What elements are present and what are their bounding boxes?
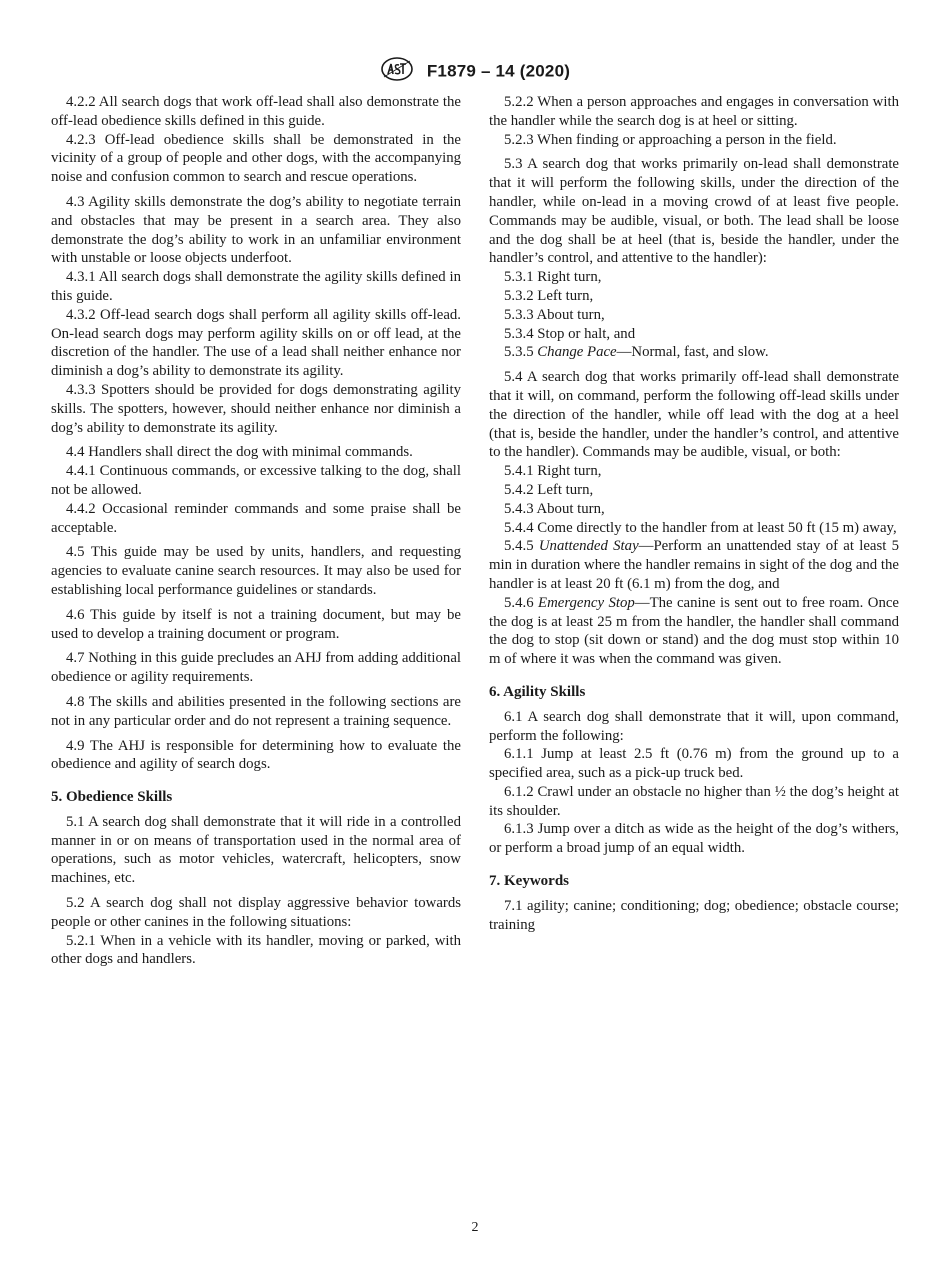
paragraph-4-3: 4.3 Agility skills demonstrate the dog’s ability to negotiate terrain and obstacles that may be present in a search area. They also demonstrate the dog’s ability to work in an unfamiliar environment with unstable or loose objects underfoot. (51, 193, 461, 267)
clause-number: 5.4.5 (504, 538, 534, 555)
page-header (0, 56, 950, 87)
paragraph-5-4-3: 5.4.3 About turn, (504, 500, 605, 517)
paragraph-5-1: 5.1 A search dog shall demonstrate that it will ride in a controlled manner in or on means of transportation used in the normal area of operations, such as motor vehicles, watercraft, helicopters, snow machines, etc. (51, 813, 461, 887)
paragraph-5-3-2: 5.3.2 Left turn, (504, 287, 594, 304)
paragraph-4-7: 4.7 Nothing in this guide precludes an AHJ from adding additional obedience or agility requirements. (51, 650, 461, 686)
paragraph-4-4-1: 4.4.1 Continuous commands, or excessive talking to the dog, shall not be allowed. (51, 463, 461, 498)
paragraph-5-4-2: 5.4.2 Left turn, (504, 481, 594, 498)
paragraph-5-2-2: 5.2.2 When a person approaches and engages in conversation with the handler while the search dog is at heel or sitting. (489, 94, 899, 129)
section-heading-obedience: 5. Obedience Skills (51, 789, 173, 806)
paragraph-4-4: 4.4 Handlers shall direct the dog with minimal commands. (66, 444, 413, 461)
paragraph-5-3: 5.3 A search dog that works primarily on-lead shall demonstrate that it will perform the following skills, under the direction of the handler, while on-lead in a moving crowd of at least five people. Commands may be audible, visual, or both. The lead shall be loose and the dog shall be at heel (that is, beside the handler, under the handler’s control, and attentive to the handler): (489, 156, 899, 267)
left-column (51, 93, 461, 969)
clause-term: Emergency Stop (538, 594, 635, 611)
paragraph-4-6: 4.6 This guide by itself is not a training document, but may be used to develop a training document or program. (51, 606, 461, 642)
paragraph-6-1-1: 6.1.1 Jump at least 2.5 ft (0.76 m) from the ground up to a specified area, such as a pick-up truck bed. (489, 746, 899, 782)
paragraph-5-4-4: 5.4.4 Come directly to the handler from at least 50 ft (15 m) away, (504, 519, 897, 536)
section-heading-agility: 6. Agility Skills (489, 683, 586, 700)
paragraph-4-3-2: 4.3.2 Off-lead search dogs shall perform all agility skills off-lead. On-lead search dogs may perform agility skills on or off lead, at the discretion of the handler. The use of a lead shall neither enhance nor diminish a dog’s ability to demonstrate its agility. (51, 306, 461, 380)
paragraph-5-2-3: 5.2.3 When finding or approaching a person in the field. (504, 131, 837, 148)
paragraph-6-1: 6.1 A search dog shall demonstrate that it will, upon command, perform the following: (489, 708, 899, 744)
paragraph-4-5: 4.5 This guide may be used by units, handlers, and requesting agencies to evaluate canine search resources. It may also be used for establishing local performance guidelines or standards. (51, 544, 461, 598)
document-designation: F1879 – 14 (2020) (426, 61, 571, 81)
clause-term: Unattended Stay (538, 538, 639, 555)
clause-body: —Perform an unattended stay of at least 5 min in duration where the handler remains in sight of the dog and the handler is at least 20 ft (6.1 m) from the dog, and (489, 538, 899, 592)
clause-body: —Normal, fast, and slow. (616, 344, 769, 361)
paragraph-5-3-1: 5.3.1 Right turn, (504, 269, 602, 286)
clause-body: —The canine is sent out to free roam. Once the dog is at least 25 m from the handler, the handler shall command the dog to stop (sit down or stand) and the dog must stop within 10 m of where it was when the command was given. (489, 594, 899, 668)
paragraph-4-8: 4.8 The skills and abilities presented in the following sections are not in any particular order and do not represent a training sequence. (51, 693, 461, 729)
paragraph-5-4-5 (489, 537, 899, 593)
paragraph-6-1-3: 6.1.3 Jump over a ditch as wide as the height of the dog’s withers, or perform a broad jump of an equal width. (489, 821, 899, 857)
astm-logo-icon (380, 56, 414, 87)
paragraph-4-9: 4.9 The AHJ is responsible for determining how to evaluate the obedience and agility of search dogs. (51, 737, 461, 773)
paragraph-5-4-1: 5.4.1 Right turn, (504, 463, 602, 480)
section-heading-keywords: 7. Keywords (489, 873, 569, 890)
paragraph-5-3-4: 5.3.4 Stop or halt, and (504, 325, 636, 342)
clause-term: Change Pace (537, 344, 617, 361)
right-column (489, 93, 899, 934)
paragraph-5-4: 5.4 A search dog that works primarily off-lead shall demonstrate that it will, on command, perform the following off-lead skills under the direction of the handler, while off lead with the dog at a heel (that is, beside the handler, under the handler’s control, and attentive to the handler). Commands may be audible, visual, or both: (489, 369, 899, 461)
paragraph-5-2: 5.2 A search dog shall not display aggressive behavior towards people or other canines in the following situations: (51, 895, 461, 930)
page-number: 2 (471, 1220, 479, 1235)
paragraph-4-3-3: 4.3.3 Spotters should be provided for dogs demonstrating agility skills. The spotters, however, should neither enhance nor diminish a dog’s ability to demonstrate its agility. (51, 381, 461, 436)
paragraph-4-4-2: 4.4.2 Occasional reminder commands and some praise shall be acceptable. (51, 500, 461, 536)
paragraph-5-3-5 (489, 343, 899, 362)
clause-number: 5.3.5 (504, 344, 534, 361)
paragraph-5-2-1: 5.2.1 When in a vehicle with its handler, moving or parked, with other dogs and handlers. (51, 932, 461, 968)
paragraph-7-1: 7.1 agility; canine; conditioning; dog; obedience; obstacle course; training (489, 897, 899, 933)
paragraph-6-1-2: 6.1.2 Crawl under an obstacle no higher than ½ the dog’s height at its shoulder. (489, 783, 899, 819)
paragraph-4-2-2: 4.2.2 All search dogs that work off-lead shall also demonstrate the off-lead obedience skills defined in this guide. (51, 94, 461, 129)
paragraph-5-4-6 (489, 594, 899, 669)
paragraph-4-3-1: 4.3.1 All search dogs shall demonstrate the agility skills defined in this guide. (51, 269, 461, 304)
clause-number: 5.4.6 (504, 594, 534, 611)
paragraph-5-3-3: 5.3.3 About turn, (504, 306, 605, 323)
paragraph-4-2-3: 4.2.3 Off-lead obedience skills shall be demonstrated in the vicinity of a group of people and other dogs, with the accompanying noise and confusion common to search and rescue operations. (51, 131, 461, 186)
